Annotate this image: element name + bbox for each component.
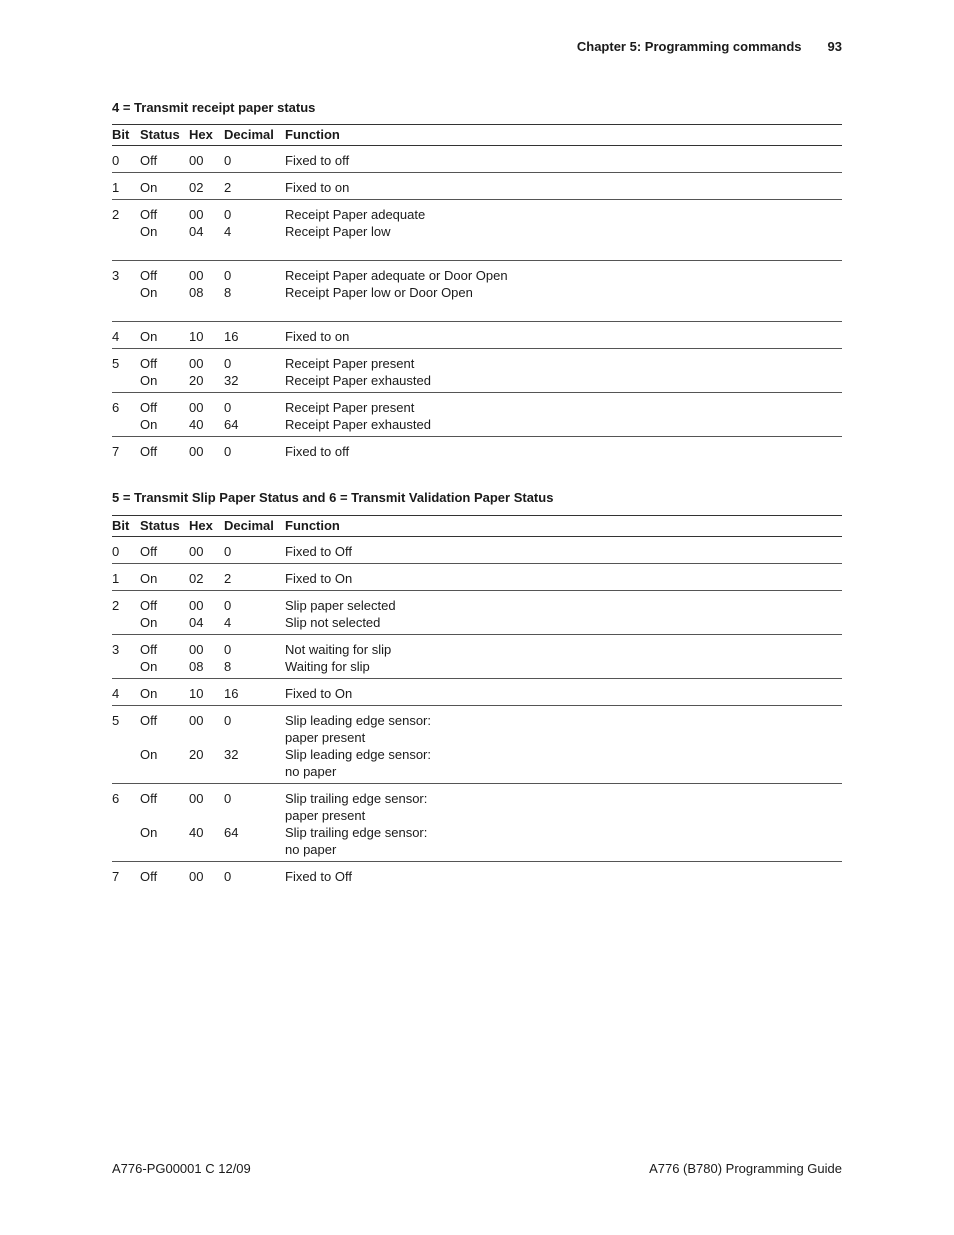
function-value: Receipt Paper present xyxy=(285,356,415,371)
hex-value: 00 xyxy=(189,598,204,613)
hex-cell xyxy=(189,706,224,784)
function-cell xyxy=(285,200,842,261)
function-value: Fixed to on xyxy=(285,180,350,195)
status-value: On xyxy=(140,825,158,840)
function-value: no paper xyxy=(285,842,337,857)
bit-cell xyxy=(112,173,140,200)
column-header-decimal: Decimal xyxy=(224,516,285,537)
status-value: On xyxy=(140,747,158,762)
status-value xyxy=(140,841,189,858)
hex-cell xyxy=(189,437,224,464)
hex-cell xyxy=(189,173,224,200)
hex-value: 00 xyxy=(189,713,204,728)
status-value: On xyxy=(140,180,158,195)
table-row xyxy=(112,393,842,437)
hex-cell xyxy=(189,393,224,437)
function-cell xyxy=(285,393,842,437)
decimal-value: 0 xyxy=(224,544,232,559)
status-cell xyxy=(140,322,189,349)
hex-cell xyxy=(189,322,224,349)
hex-value: 00 xyxy=(189,400,204,415)
decimal-value: 2 xyxy=(224,180,232,195)
status-value: Off xyxy=(140,791,158,806)
table-row xyxy=(112,635,842,679)
function-cell xyxy=(285,679,842,706)
hex-value: 00 xyxy=(189,869,204,884)
hex-cell xyxy=(189,862,224,889)
table-row xyxy=(112,679,842,706)
function-cell xyxy=(285,146,842,173)
status-cell xyxy=(140,679,189,706)
bit-value: 1 xyxy=(112,180,120,195)
status-cell xyxy=(140,591,189,635)
page-header xyxy=(577,39,842,54)
status-value: Off xyxy=(140,598,158,613)
bit-value: 0 xyxy=(112,153,120,168)
table-row xyxy=(112,322,842,349)
bit-cell xyxy=(112,537,140,564)
function-value: Fixed to off xyxy=(285,444,350,459)
hex-value: 00 xyxy=(189,207,204,222)
decimal-cell xyxy=(224,679,285,706)
hex-value xyxy=(189,841,224,858)
bit-value: 4 xyxy=(112,686,120,701)
hex-value: 00 xyxy=(189,268,204,283)
decimal-cell xyxy=(224,349,285,393)
bit-value: 2 xyxy=(112,598,120,613)
hex-value: 20 xyxy=(189,747,204,762)
table-row xyxy=(112,261,842,322)
status-cell xyxy=(140,784,189,862)
decimal-value: 2 xyxy=(224,571,232,586)
status-cell xyxy=(140,437,189,464)
decimal-value: 0 xyxy=(224,400,232,415)
status-cell xyxy=(140,173,189,200)
bit-cell xyxy=(112,862,140,889)
decimal-value: 32 xyxy=(224,373,239,388)
hex-value: 02 xyxy=(189,180,204,195)
status-value: Off xyxy=(140,444,158,459)
decimal-value xyxy=(224,807,285,824)
function-value: Slip leading edge sensor: xyxy=(285,713,431,728)
bit-value: 4 xyxy=(112,329,120,344)
decimal-value: 64 xyxy=(224,825,239,840)
function-cell xyxy=(285,322,842,349)
hex-cell xyxy=(189,261,224,322)
bit-cell xyxy=(112,635,140,679)
hex-cell xyxy=(189,784,224,862)
function-value: Fixed to Off xyxy=(285,544,352,559)
function-cell xyxy=(285,862,842,889)
bit-cell xyxy=(112,146,140,173)
footer-guide-title: A776 (B780) Programming Guide xyxy=(649,1161,842,1176)
decimal-value: 0 xyxy=(224,444,232,459)
table-row xyxy=(112,564,842,591)
decimal-cell xyxy=(224,564,285,591)
function-cell xyxy=(285,591,842,635)
table-row xyxy=(112,146,842,173)
decimal-value: 64 xyxy=(224,417,239,432)
hex-value xyxy=(189,807,224,824)
function-value: Fixed to On xyxy=(285,571,353,586)
hex-cell xyxy=(189,679,224,706)
function-cell xyxy=(285,437,842,464)
bit-value: 5 xyxy=(112,356,120,371)
section-title: 5 = Transmit Slip Paper Status and 6 = Transmit Validation Paper Status xyxy=(112,490,554,505)
page-number: 93 xyxy=(827,39,842,54)
status-cell xyxy=(140,393,189,437)
decimal-cell xyxy=(224,862,285,889)
function-value: Fixed to Off xyxy=(285,869,352,884)
decimal-cell xyxy=(224,784,285,862)
function-value: Waiting for slip xyxy=(285,659,370,674)
decimal-value: 8 xyxy=(224,659,232,674)
function-value: paper present xyxy=(285,730,366,745)
decimal-value: 16 xyxy=(224,329,239,344)
status-value: On xyxy=(140,571,158,586)
status-value: On xyxy=(140,373,158,388)
column-header-status: Status xyxy=(140,516,189,537)
function-value: Not waiting for slip xyxy=(285,642,392,657)
decimal-value: 8 xyxy=(224,285,232,300)
hex-value xyxy=(189,763,224,780)
receipt-status-section xyxy=(112,100,842,463)
status-cell xyxy=(140,349,189,393)
decimal-value xyxy=(224,729,285,746)
table-row xyxy=(112,784,842,862)
column-header-function: Function xyxy=(285,125,842,146)
function-value: Fixed to On xyxy=(285,686,353,701)
decimal-value: 0 xyxy=(224,356,232,371)
bit-cell xyxy=(112,784,140,862)
status-value: Off xyxy=(140,400,158,415)
column-header-decimal: Decimal xyxy=(224,125,285,146)
function-value: Receipt Paper low or Door Open xyxy=(285,285,473,300)
function-value: Receipt Paper exhausted xyxy=(285,417,431,432)
slip-status-section xyxy=(112,490,842,888)
status-value xyxy=(140,807,189,824)
function-value: Receipt Paper low xyxy=(285,224,391,239)
decimal-cell xyxy=(224,261,285,322)
decimal-value: 4 xyxy=(224,224,232,239)
bit-cell xyxy=(112,437,140,464)
bit-cell xyxy=(112,200,140,261)
status-value: On xyxy=(140,417,158,432)
decimal-value: 0 xyxy=(224,713,232,728)
table-row xyxy=(112,437,842,464)
decimal-cell xyxy=(224,173,285,200)
decimal-cell xyxy=(224,537,285,564)
status-value xyxy=(140,763,189,780)
column-header-function: Function xyxy=(285,516,842,537)
column-header-hex: Hex xyxy=(189,516,224,537)
column-header-bit: Bit xyxy=(112,125,140,146)
decimal-cell xyxy=(224,437,285,464)
hex-cell xyxy=(189,200,224,261)
bit-value: 7 xyxy=(112,444,120,459)
hex-value: 00 xyxy=(189,444,204,459)
function-value: Slip not selected xyxy=(285,615,381,630)
bit-value: 3 xyxy=(112,642,120,657)
status-value: On xyxy=(140,285,158,300)
function-value: Receipt Paper adequate xyxy=(285,207,426,222)
function-cell xyxy=(285,564,842,591)
hex-value: 00 xyxy=(189,642,204,657)
table-header-row xyxy=(112,516,842,537)
hex-value: 00 xyxy=(189,153,204,168)
function-value: Receipt Paper exhausted xyxy=(285,373,431,388)
hex-value: 00 xyxy=(189,356,204,371)
function-cell xyxy=(285,635,842,679)
hex-value: 40 xyxy=(189,417,204,432)
status-cell xyxy=(140,146,189,173)
function-cell xyxy=(285,537,842,564)
bit-value: 6 xyxy=(112,400,120,415)
status-value: Off xyxy=(140,544,158,559)
status-value: Off xyxy=(140,713,158,728)
bit-cell xyxy=(112,706,140,784)
hex-value xyxy=(189,729,224,746)
bit-cell xyxy=(112,591,140,635)
decimal-cell xyxy=(224,322,285,349)
decimal-value xyxy=(224,841,285,858)
decimal-value: 0 xyxy=(224,642,232,657)
decimal-cell xyxy=(224,591,285,635)
column-header-status: Status xyxy=(140,125,189,146)
hex-value: 04 xyxy=(189,224,204,239)
decimal-value: 16 xyxy=(224,686,239,701)
status-value xyxy=(140,729,189,746)
table-row xyxy=(112,349,842,393)
table-header-row xyxy=(112,125,842,146)
bit-cell xyxy=(112,261,140,322)
bit-value: 2 xyxy=(112,207,120,222)
status-value: Off xyxy=(140,153,158,168)
bit-value: 3 xyxy=(112,268,120,283)
decimal-value: 0 xyxy=(224,598,232,613)
hex-value: 40 xyxy=(189,825,204,840)
status-value: On xyxy=(140,686,158,701)
status-cell xyxy=(140,564,189,591)
table-row xyxy=(112,173,842,200)
status-value: Off xyxy=(140,268,158,283)
function-value: Receipt Paper adequate or Door Open xyxy=(285,268,508,283)
function-value: Fixed to off xyxy=(285,153,350,168)
decimal-value: 0 xyxy=(224,207,232,222)
table-row xyxy=(112,862,842,889)
footer-document-id: A776-PG00001 C 12/09 xyxy=(112,1161,251,1176)
decimal-value: 0 xyxy=(224,869,232,884)
status-cell xyxy=(140,862,189,889)
hex-value: 02 xyxy=(189,571,204,586)
decimal-value: 0 xyxy=(224,268,232,283)
hex-value: 00 xyxy=(189,791,204,806)
hex-cell xyxy=(189,349,224,393)
status-cell xyxy=(140,635,189,679)
bit-cell xyxy=(112,393,140,437)
function-value: no paper xyxy=(285,764,337,779)
function-value: paper present xyxy=(285,808,366,823)
status-value: Off xyxy=(140,642,158,657)
table-row xyxy=(112,537,842,564)
status-cell xyxy=(140,261,189,322)
bit-value: 7 xyxy=(112,869,120,884)
section-title: 4 = Transmit receipt paper status xyxy=(112,100,316,115)
table-row xyxy=(112,591,842,635)
status-value: On xyxy=(140,224,158,239)
status-value: On xyxy=(140,659,158,674)
hex-value: 10 xyxy=(189,329,204,344)
hex-cell xyxy=(189,635,224,679)
bit-value: 5 xyxy=(112,713,120,728)
table-row xyxy=(112,706,842,784)
decimal-cell xyxy=(224,393,285,437)
function-cell xyxy=(285,349,842,393)
decimal-cell xyxy=(224,635,285,679)
hex-cell xyxy=(189,537,224,564)
receipt-status-table xyxy=(112,124,842,463)
function-value: Fixed to on xyxy=(285,329,350,344)
status-value: Off xyxy=(140,869,158,884)
status-cell xyxy=(140,200,189,261)
column-header-hex: Hex xyxy=(189,125,224,146)
hex-value: 04 xyxy=(189,615,204,630)
status-value: On xyxy=(140,615,158,630)
decimal-value xyxy=(224,763,285,780)
status-value: On xyxy=(140,329,158,344)
hex-value: 00 xyxy=(189,544,204,559)
function-value: Slip leading edge sensor: xyxy=(285,747,431,762)
function-cell xyxy=(285,173,842,200)
decimal-cell xyxy=(224,200,285,261)
function-cell xyxy=(285,784,842,862)
function-value: Receipt Paper present xyxy=(285,400,415,415)
hex-cell xyxy=(189,564,224,591)
bit-cell xyxy=(112,349,140,393)
decimal-value: 0 xyxy=(224,153,232,168)
bit-value: 1 xyxy=(112,571,120,586)
bit-cell xyxy=(112,564,140,591)
slip-status-table xyxy=(112,515,842,888)
hex-value: 20 xyxy=(189,373,204,388)
hex-value: 08 xyxy=(189,285,204,300)
bit-cell xyxy=(112,322,140,349)
status-value: Off xyxy=(140,207,158,222)
decimal-cell xyxy=(224,146,285,173)
status-cell xyxy=(140,706,189,784)
chapter-title: Chapter 5: Programming commands xyxy=(576,39,802,54)
function-value: Slip trailing edge sensor: xyxy=(285,825,428,840)
decimal-value: 4 xyxy=(224,615,232,630)
bit-cell xyxy=(112,679,140,706)
bit-value: 6 xyxy=(112,791,120,806)
hex-value: 08 xyxy=(189,659,204,674)
table-row xyxy=(112,200,842,261)
decimal-value: 0 xyxy=(224,791,232,806)
function-cell xyxy=(285,706,842,784)
function-value: Slip trailing edge sensor: xyxy=(285,791,428,806)
status-value: Off xyxy=(140,356,158,371)
function-cell xyxy=(285,261,842,322)
hex-value: 10 xyxy=(189,686,204,701)
status-cell xyxy=(140,537,189,564)
function-value: Slip paper selected xyxy=(285,598,396,613)
decimal-cell xyxy=(224,706,285,784)
hex-cell xyxy=(189,146,224,173)
column-header-bit: Bit xyxy=(112,516,140,537)
decimal-value: 32 xyxy=(224,747,239,762)
hex-cell xyxy=(189,591,224,635)
bit-value: 0 xyxy=(112,544,120,559)
